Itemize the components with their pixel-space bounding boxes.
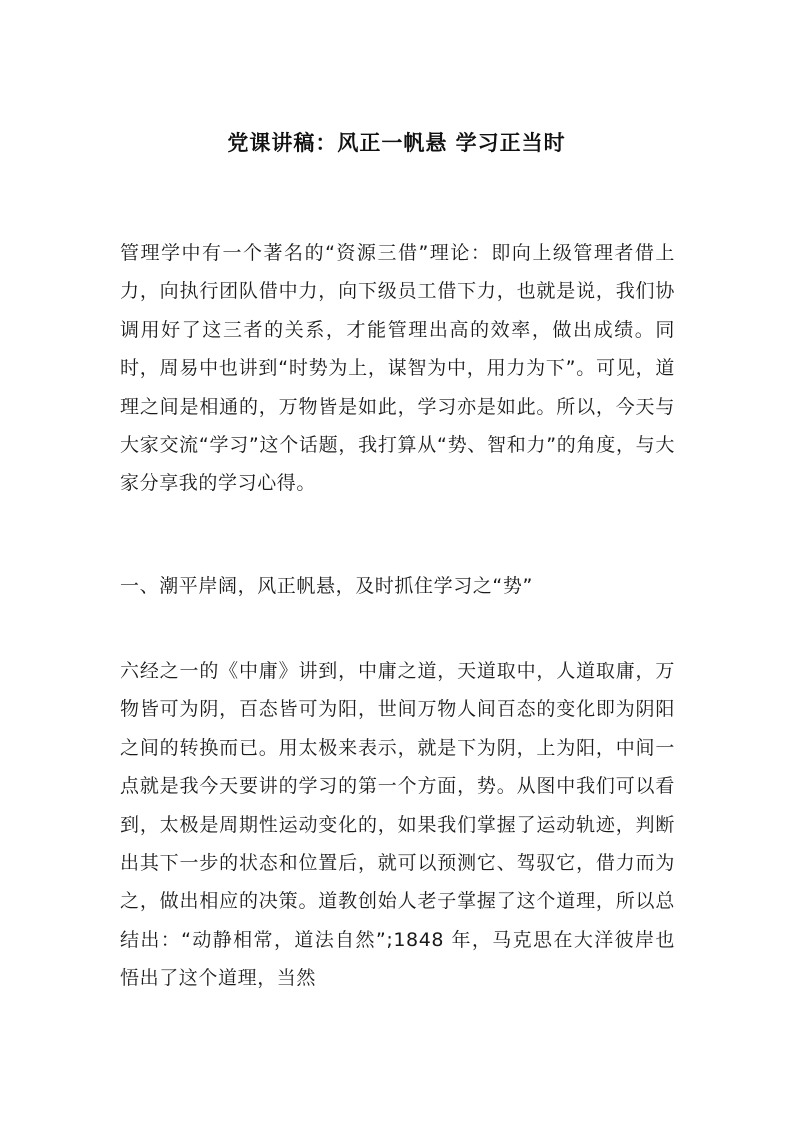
paragraph-intro: 管理学中有一个著名的“资源三借”理论：即向上级管理者借上力，向执行团队借中力，向下级员工借下力，也就是说，我们协调用好了这三者的关系，才能管理出高的效率，做出成绩。同时，周易中也讲到“时势为上，谋智为中，用力为下”。可见，道理之间是相通的，万物皆是如此，学习亦是如此。所以，今天与大家交流“学习”这个话题，我打算从“势、智和力”的角度，与大家分享我的学习心得。	[120, 242, 675, 495]
section-heading-1: 一、潮平岸阔，风正帆悬，及时抓住学习之“势”	[120, 575, 533, 597]
paragraph-section-1: 六经之一的《中庸》讲到，中庸之道，天道取中，人道取庸，万物皆可为阴，百态皆可为阳，世间万物人间百态的变化即为阴阳之间的转换而已。用太极来表示，就是下为阴，上为阳，中间一点就是我今天要讲的学习的第一个方面，势。从图中我们可以看到，太极是周期性运动变化的，如果我们掌握了运动轨迹，判断出其下一步的状态和位置后，就可以预测它、驾驭它，借力而为之，做出相应的决策。道教创始人老子掌握了这个道理，所以总结出：“动静相常，道法自然”;1848 年，马克思在大洋彼岸也悟出了这个道理，当然	[120, 660, 675, 990]
document-title: 党课讲稿：风正一帆悬 学习正当时	[227, 131, 566, 155]
